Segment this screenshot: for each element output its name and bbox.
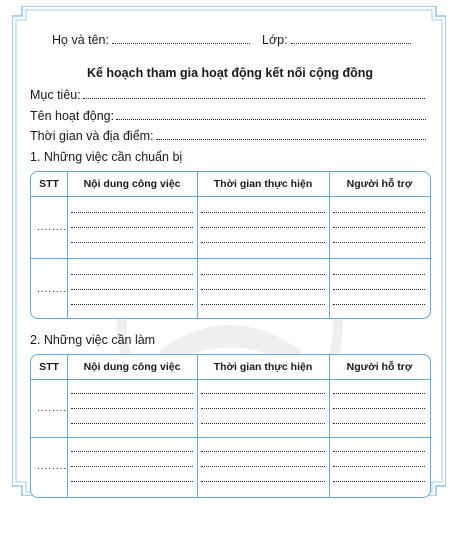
todo-table (30, 354, 431, 498)
goal-label: Mục tiêu: (30, 88, 81, 102)
stt-cell[interactable]: ........ (37, 403, 68, 414)
col-time: Thời gian thực hiện (213, 178, 313, 190)
class-label: Lớp: (262, 33, 288, 47)
col-stt: STT (39, 178, 59, 190)
class-line (262, 31, 411, 47)
time-place-field (30, 129, 426, 143)
prepare-table (30, 171, 431, 319)
activity-name-label: Tên hoạt động: (30, 109, 115, 123)
activity-name-field (30, 109, 426, 123)
goal-field (30, 88, 425, 102)
col-time: Thời gian thực hiện (213, 361, 313, 373)
activity-name-blank[interactable] (116, 118, 426, 120)
col-stt: STT (39, 361, 59, 373)
col-content: Nội dung công việc (83, 178, 181, 190)
col-helper: Người hỗ trợ (346, 178, 413, 190)
student-name-line (52, 31, 250, 47)
stt-cell[interactable]: ........ (37, 461, 68, 472)
col-content: Nội dung công việc (83, 361, 181, 373)
prepare-table-header (31, 172, 430, 196)
name-blank[interactable] (112, 31, 250, 44)
todo-table-header (31, 355, 430, 379)
goal-blank[interactable] (83, 97, 425, 99)
section-prepare-heading: 1. Những việc cần chuẩn bị (30, 150, 183, 164)
stt-cell[interactable]: ........ (37, 222, 68, 233)
section-todo-heading: 2. Những việc cần làm (30, 333, 156, 347)
time-place-blank[interactable] (156, 138, 426, 140)
document-title: Kế hoạch tham gia hoạt động kết nối cộng đồng (86, 66, 374, 80)
stt-cell[interactable]: ........ (37, 284, 68, 295)
col-helper: Người hỗ trợ (346, 361, 413, 373)
time-place-label: Thời gian và địa điểm: (30, 129, 154, 143)
class-blank[interactable] (291, 31, 411, 44)
name-label: Họ và tên: (52, 33, 109, 47)
